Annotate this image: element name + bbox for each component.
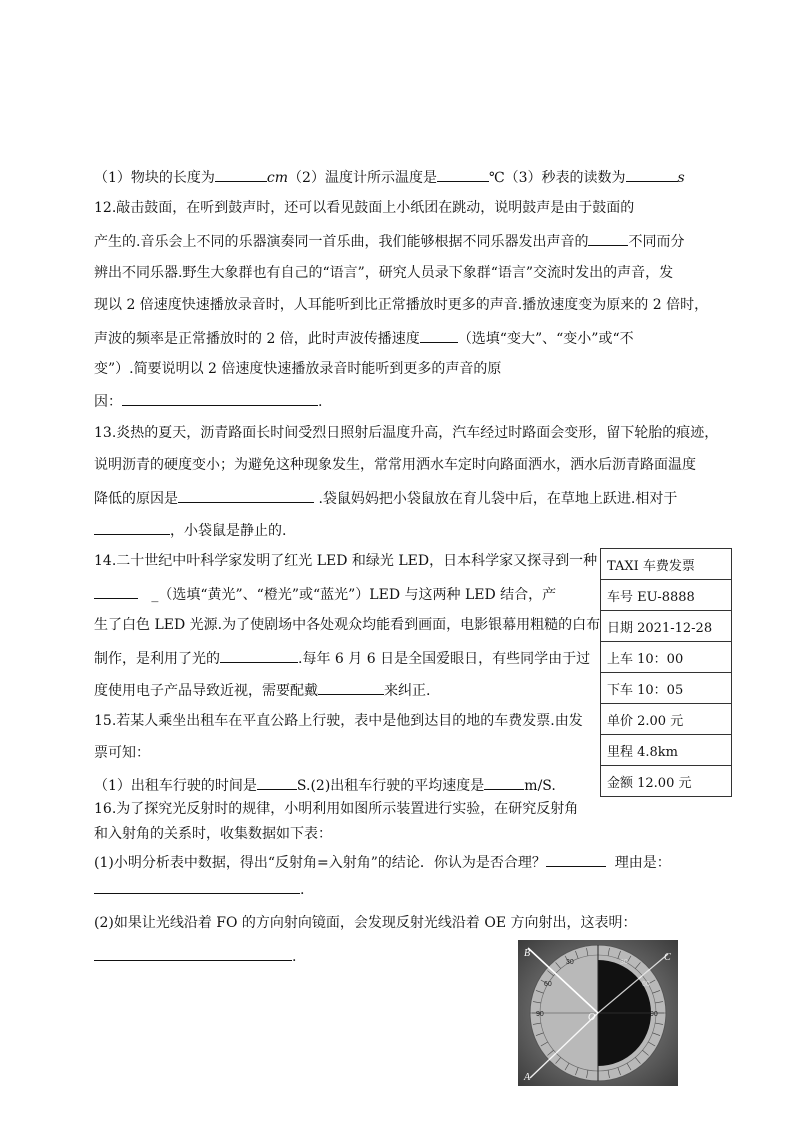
- q12-blank-2[interactable]: [420, 327, 458, 343]
- q16-blank-2[interactable]: [94, 878, 300, 894]
- q12-text: 声波的频率是正常播放时的 2 倍，此时声波传播速度: [94, 331, 420, 347]
- q12-line-5: [94, 327, 634, 349]
- q12-text: 产生的.音乐会上不同的乐器演奏同一首乐曲，我们能够根据不同乐器发出声音的: [94, 234, 589, 250]
- q14-text: _（选填“黄光”、“橙光”或“蓝光”）LED 与这两种 LED 结合，产: [151, 587, 557, 603]
- q12-text: （选填“变大”、“变小”或“不: [457, 331, 634, 347]
- q16-line-3: [94, 851, 671, 873]
- q15-blank-2[interactable]: [484, 774, 524, 790]
- receipt-cell: 车号 EU-8888: [601, 580, 732, 611]
- receipt-row: [601, 580, 732, 611]
- q15-line-1: 15.若某人乘坐出租车在平直公路上行驶，表中是他到达目的地的车费发票.由发: [94, 713, 583, 729]
- q16-line-1: 16.为了探究光反射时的规律，小明利用如图所示装置进行实验，在研究反射角: [94, 801, 579, 817]
- reflection-apparatus-figure: [518, 940, 678, 1086]
- q13-line-4: [94, 519, 286, 541]
- tick-label: 90: [536, 1011, 544, 1018]
- q16-blank-3[interactable]: [94, 945, 292, 961]
- q14-blank-3[interactable]: [318, 679, 384, 695]
- receipt-cell: 下车 10：05: [601, 673, 732, 704]
- q15-text: （1）出租车行驶的时间是: [94, 778, 257, 794]
- q13-line-1: 13.炎热的夏天，沥青路面长时间受烈日照射后温度升高，汽车经过时路面会变形，留下轮胎的痕迹，: [94, 425, 719, 441]
- q14-line-3: 生了白色 LED 光源.为了使剧场中各处观众均能看到画面，电影银幕用粗糙的白布: [94, 617, 601, 633]
- receipt-cell: 里程 4.8km: [601, 735, 732, 766]
- q16-line-4: [94, 878, 304, 900]
- label-c: C: [664, 952, 671, 963]
- q13-blank-2[interactable]: [94, 519, 170, 535]
- q16-text: 理由是：: [614, 855, 671, 871]
- tick-label: 30: [620, 959, 628, 966]
- q13-text: 降低的原因是: [94, 491, 178, 507]
- q14-line-2: [94, 583, 556, 605]
- receipt-cell: 金额 12.00 元: [601, 766, 732, 797]
- q12-text: 不同而分: [628, 234, 685, 250]
- q11-blank-3[interactable]: [626, 166, 678, 182]
- q15-line-3: [94, 774, 556, 796]
- q16-line-6: [94, 945, 296, 967]
- receipt-row: [601, 735, 732, 766]
- receipt-cell: TAXI 车费发票: [601, 549, 732, 580]
- taxi-receipt-table: [600, 548, 732, 797]
- q12-line-1: 12.敲击鼓面，在听到鼓声时，还可以看见鼓面上小纸团在跳动，说明鼓声是由于鼓面的: [94, 200, 635, 216]
- q12-blank-3[interactable]: [122, 390, 318, 406]
- label-b: B: [524, 948, 531, 959]
- q12-line-6: 变”）.简要说明以 2 倍速度快速播放录音时能听到更多的声音的原: [94, 361, 502, 377]
- q11-unit-3: s: [677, 170, 685, 186]
- tick-label: 60: [544, 981, 552, 988]
- label-a: A: [524, 1072, 531, 1083]
- q13-line-2: 说明沥青的硬度变小；为避免这种现象发生，常常用洒水车定时向路面洒水，洒水后沥青路面温度: [94, 457, 696, 473]
- q14-text: 度使用电子产品导致近视，需要配戴: [94, 683, 318, 699]
- receipt-row: [601, 673, 732, 704]
- q12-text: 因：: [94, 394, 122, 410]
- q16-text: .: [292, 949, 297, 965]
- q11-text-2: （2）温度计所示温度是: [288, 170, 437, 186]
- q12-line-7: [94, 390, 322, 412]
- q11-unit-1: cm: [266, 170, 289, 186]
- q11-text-1: （1）物块的长度为: [94, 170, 215, 186]
- q12-line-2: [94, 230, 684, 252]
- q14-text: 制作，是利用了光的: [94, 651, 220, 667]
- receipt-cell: 上车 10：00: [601, 642, 732, 673]
- q11-line: [94, 166, 685, 188]
- receipt-row: [601, 611, 732, 642]
- receipt-row: [601, 549, 732, 580]
- q16-text: .: [300, 882, 305, 898]
- label-o: O: [588, 1012, 596, 1023]
- q12-line-4: 现以 2 倍速度快速播放录音时，人耳能听到比正常播放时更多的声音.播放速度变为原来的 2 倍时，: [94, 297, 709, 313]
- q15-text: S.(2)出租车行驶的平均速度是: [296, 778, 485, 794]
- q14-line-1: 14.二十世纪中叶科学家发明了红光 LED 和绿光 LED，日本科学家又探寻到一种: [94, 553, 598, 569]
- q16-blank-1[interactable]: [546, 851, 606, 867]
- receipt-cell: 单价 2.00 元: [601, 704, 732, 735]
- q11-blank-2[interactable]: [437, 166, 489, 182]
- q15-blank-1[interactable]: [257, 774, 297, 790]
- receipt-cell: 日期 2021-12-28: [601, 611, 732, 642]
- q11-blank-1[interactable]: [215, 166, 267, 182]
- tick-label: 90: [650, 1011, 658, 1018]
- tick-label: 60: [642, 981, 650, 988]
- q15-text: m/S.: [524, 778, 556, 794]
- q14-text: 来纠正.: [384, 683, 431, 699]
- q14-line-4: [94, 647, 590, 669]
- q12-blank-1[interactable]: [588, 230, 628, 246]
- q16-text: (1)小明分析表中数据，得出“反射角=入射角”的结论．你认为是否合理？: [94, 855, 546, 871]
- q14-line-5: [94, 679, 430, 701]
- q15-line-2: 票可知：: [94, 745, 150, 761]
- q13-text: ，小袋鼠是静止的.: [170, 523, 287, 539]
- tick-label: 30: [566, 959, 574, 966]
- q16-line-5: (2)如果让光线沿着 FO 的方向射向镜面，会发现反射光线沿着 OE 方向射出，这表明：: [94, 915, 637, 931]
- q13-text: .袋鼠妈妈把小袋鼠放在育儿袋中后，在草地上跃进.相对于: [318, 491, 678, 507]
- q14-blank-1[interactable]: [94, 583, 138, 599]
- q12-line-3: 辨出不同乐器.野生大象群也有自己的“语言”，研究人员录下象群“语言”交流时发出的声音，发: [94, 265, 674, 281]
- receipt-row: [601, 704, 732, 735]
- q13-blank-1[interactable]: [178, 487, 314, 503]
- q14-text: .每年 6 月 6 日是全国爱眼日，有些同学由于过: [298, 651, 591, 667]
- q11-text-3: ℃（3）秒表的读数为: [488, 170, 626, 186]
- q13-line-3: [94, 487, 677, 509]
- q12-text: .: [318, 394, 323, 410]
- receipt-row: [601, 642, 732, 673]
- q16-line-2: 和入射角的关系时，收集数据如下表：: [94, 826, 332, 842]
- receipt-row: [601, 766, 732, 797]
- q14-blank-2[interactable]: [220, 647, 298, 663]
